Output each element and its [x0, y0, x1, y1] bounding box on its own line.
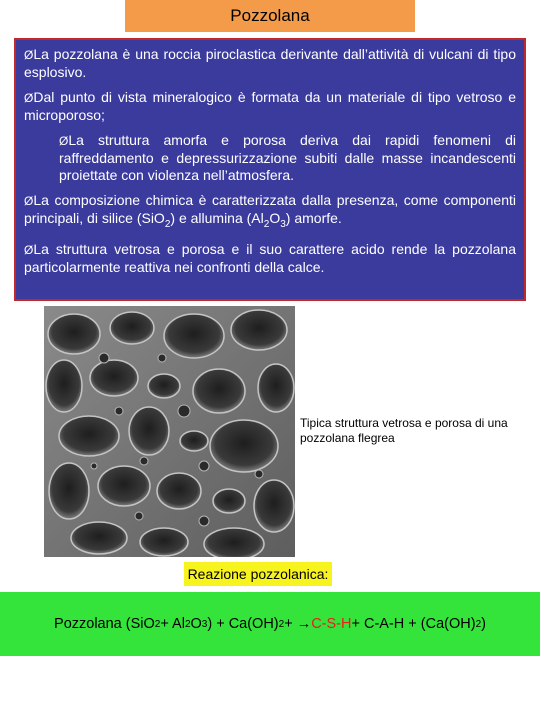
bullet-paragraph [24, 241, 516, 276]
subscript: 3 [201, 618, 208, 630]
paragraph-text: La pozzolana è una roccia piroclastica derivante dall’attività di vulcani di tipo esplosivo. [24, 46, 516, 80]
reaction-product-csh: C-S-H [311, 616, 352, 632]
equation-text: + → [284, 616, 312, 632]
subscript: 2 [278, 618, 285, 630]
arrow-bullet-icon: Ø [24, 91, 34, 105]
equation-text: + C-A-H + (Ca(OH) [351, 616, 476, 632]
subscript: 3 [280, 218, 286, 230]
paragraph-text: La composizione chimica è caratterizzata dalla presenza, come componenti principali, di silice (SiO [24, 192, 516, 226]
subscript: 2 [184, 618, 191, 630]
paragraph-text: O [269, 210, 281, 226]
figure-caption: Tipica struttura vetrosa e porosa di una pozzolana flegrea [300, 416, 508, 445]
paragraph-text: La struttura amorfa e porosa deriva dai rapidi fenomeni di raffreddamento e depressurizzazione subiti dalle masse incandescenti proiettate con violenza nell’atmosfera. [59, 132, 516, 183]
equation-text: Pozzolana (SiO [54, 616, 155, 632]
subscript: 2 [263, 218, 270, 230]
sub-bullet-paragraph [59, 132, 516, 184]
bullet-paragraph [24, 89, 516, 124]
micrograph-illustration [44, 306, 295, 557]
paragraph-text: ) e allumina (Al [170, 210, 264, 226]
reaction-label-text: Reazione pozzolanica: [187, 566, 329, 582]
pozzolana-micrograph-image [44, 306, 295, 557]
paragraph-text: ) amorfe. [285, 210, 342, 226]
paragraph-text: Dal punto di vista mineralogico è formata da un materiale di tipo vetroso e microporoso; [24, 89, 516, 123]
subscript: 2 [154, 618, 161, 630]
arrow-bullet-icon: Ø [24, 242, 34, 257]
subscript: 2 [164, 218, 171, 230]
equation-text: + Al [160, 616, 185, 632]
arrow-bullet-icon: Ø [24, 48, 34, 62]
arrow-bullet-icon: Ø [24, 194, 34, 208]
bullet-paragraph [24, 46, 516, 81]
arrow-bullet-icon: Ø [59, 134, 69, 148]
reaction-label [184, 562, 332, 586]
equation-text: O [190, 616, 202, 632]
subscript: 2 [475, 618, 482, 630]
page-title-text: Pozzolana [230, 6, 310, 25]
page-title [125, 0, 415, 32]
equation-text: ) + Ca(OH) [207, 616, 279, 632]
bullet-paragraph [24, 192, 516, 233]
paragraph-text: La struttura vetrosa e porosa e il suo carattere acido rende la pozzolana particolarmente reattiva nei confronti della calce. [24, 240, 516, 275]
description-panel [14, 38, 526, 301]
equation-text: ) [481, 616, 486, 632]
reaction-equation [0, 592, 540, 656]
